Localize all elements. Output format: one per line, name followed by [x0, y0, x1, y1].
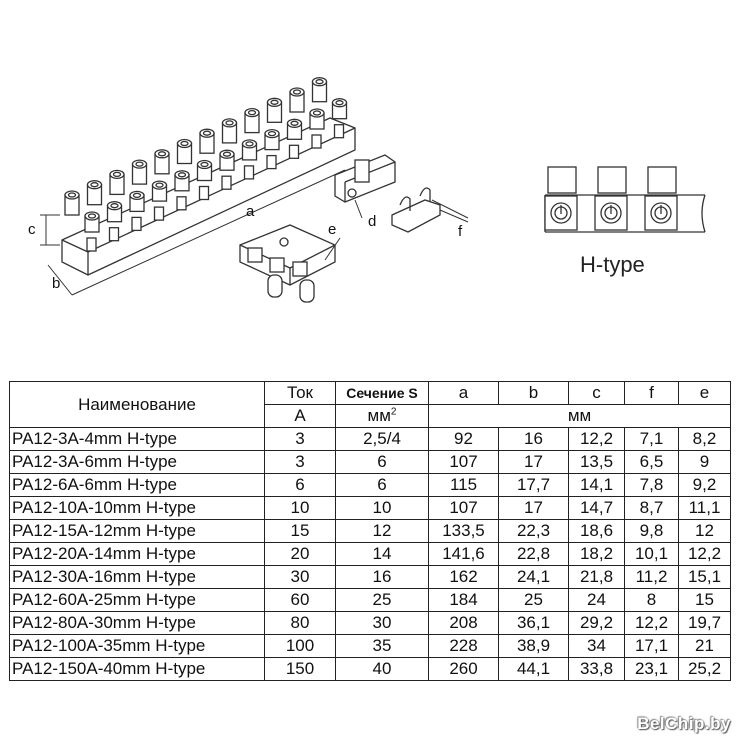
header-e: e: [679, 382, 731, 405]
strip-part: [249, 111, 256, 115]
cell-e: 21: [679, 635, 731, 658]
cell-a: 107: [429, 497, 499, 520]
cell-b: 17: [499, 497, 569, 520]
strip-part: [269, 132, 276, 136]
cell-e: 15,1: [679, 566, 731, 589]
strip-part: [200, 187, 209, 200]
cell-e: 8,2: [679, 428, 731, 451]
cell-c: 18,6: [569, 520, 625, 543]
cell-current: 20: [265, 543, 336, 566]
strip-part: [316, 80, 323, 84]
cell-name: PA12-30A-16mm H-type: [10, 566, 265, 589]
cell-a: 208: [429, 612, 499, 635]
strip-part: [177, 197, 186, 210]
strip-part: [314, 111, 321, 115]
cell-name: PA12-100A-35mm H-type: [10, 635, 265, 658]
cell-section: 6: [336, 451, 429, 474]
cell-b: 44,1: [499, 658, 569, 681]
cell-e: 9,2: [679, 474, 731, 497]
strip-part: [335, 125, 344, 138]
cell-current: 3: [265, 451, 336, 474]
dim-label-c: c: [28, 221, 36, 238]
cell-b: 25: [499, 589, 569, 612]
clamp-part-f: [392, 188, 440, 232]
cell-b: 22,8: [499, 543, 569, 566]
dim-label-e: e: [328, 221, 337, 238]
cell-b: 22,3: [499, 520, 569, 543]
strip-part: [222, 176, 231, 189]
cell-name: PA12-10A-10mm H-type: [10, 497, 265, 520]
strip-part: [69, 193, 76, 197]
cell-e: 12: [679, 520, 731, 543]
cell-e: 12,2: [679, 543, 731, 566]
cell-name: PA12-6A-6mm H-type: [10, 474, 265, 497]
cell-f: 8,7: [625, 497, 679, 520]
cell-b: 38,9: [499, 635, 569, 658]
cell-a: 107: [429, 451, 499, 474]
cell-current: 80: [265, 612, 336, 635]
dim-label-b: b: [52, 275, 61, 292]
table-row: [10, 589, 731, 612]
strip-part: [204, 131, 211, 135]
cell-a: 92: [429, 428, 499, 451]
cell-b: 17,7: [499, 474, 569, 497]
strip-part: [89, 214, 96, 218]
strip-part: [91, 183, 98, 187]
table-row: [10, 566, 731, 589]
table-row: [10, 520, 731, 543]
small-block-e: [240, 225, 335, 302]
strip-part: [290, 145, 299, 158]
cell-f: 7,8: [625, 474, 679, 497]
dim-label-f: f: [458, 223, 463, 240]
cell-f: 9,8: [625, 520, 679, 543]
cell-e: 11,1: [679, 497, 731, 520]
dim-label-a: a: [246, 203, 255, 220]
cell-a: 184: [429, 589, 499, 612]
cell-a: 162: [429, 566, 499, 589]
cell-f: 23,1: [625, 658, 679, 681]
table-row: [10, 543, 731, 566]
table-row: [10, 612, 731, 635]
cell-current: 60: [265, 589, 336, 612]
strip-part: [114, 172, 121, 176]
cell-name: PA12-80A-30mm H-type: [10, 612, 265, 635]
strip-part: [246, 142, 253, 146]
cell-f: 8: [625, 589, 679, 612]
cell-name: PA12-3A-4mm H-type: [10, 428, 265, 451]
cell-name: PA12-3A-6mm H-type: [10, 451, 265, 474]
cell-f: 6,5: [625, 451, 679, 474]
cell-section: 6: [336, 474, 429, 497]
cell-c: 12,2: [569, 428, 625, 451]
header-dims-unit: мм: [429, 405, 731, 428]
cell-c: 34: [569, 635, 625, 658]
strip-part: [136, 162, 143, 166]
cell-section: 12: [336, 520, 429, 543]
htype-front-view: [545, 167, 705, 232]
header-section: Сечение S: [336, 382, 429, 405]
table-row: [10, 497, 731, 520]
cell-c: 21,8: [569, 566, 625, 589]
table-row: [10, 474, 731, 497]
strip-part: [179, 173, 186, 177]
dim-label-d: d: [368, 213, 377, 230]
single-segment-d: [335, 155, 395, 202]
cell-e: 15: [679, 589, 731, 612]
cell-name: PA12-150A-40mm H-type: [10, 658, 265, 681]
table-row: [10, 635, 731, 658]
cell-current: 3: [265, 428, 336, 451]
cell-a: 133,5: [429, 520, 499, 543]
cell-b: 16: [499, 428, 569, 451]
cell-a: 228: [429, 635, 499, 658]
cell-a: 260: [429, 658, 499, 681]
strip-part: [134, 193, 141, 197]
cell-current: 30: [265, 566, 336, 589]
cell-name: PA12-15A-12mm H-type: [10, 520, 265, 543]
header-c: c: [569, 382, 625, 405]
strip-part: [271, 100, 278, 104]
table-row: [10, 451, 731, 474]
cell-c: 24: [569, 589, 625, 612]
header-section-unit: $мм^2$: [336, 405, 429, 428]
strip-part: [267, 156, 276, 169]
htype-label: H-type: [580, 252, 645, 277]
strip-part: [132, 217, 141, 230]
strip-part: [111, 204, 118, 208]
cell-c: 29,2: [569, 612, 625, 635]
strip-part: [181, 142, 188, 146]
cell-e: 9: [679, 451, 731, 474]
strip-part: [155, 207, 164, 220]
cell-f: 17,1: [625, 635, 679, 658]
header-a: a: [429, 382, 499, 405]
table-row: [10, 658, 731, 681]
strip-part: [245, 166, 254, 179]
strip-part: [201, 163, 208, 167]
cell-name: PA12-60A-25mm H-type: [10, 589, 265, 612]
strip-part: [156, 183, 163, 187]
header-current-unit: A: [265, 405, 336, 428]
cell-c: 13,5: [569, 451, 625, 474]
cell-current: 15: [265, 520, 336, 543]
spec-table: [9, 381, 731, 681]
cell-current: 10: [265, 497, 336, 520]
cell-c: 33,8: [569, 658, 625, 681]
cell-c: 14,7: [569, 497, 625, 520]
cell-section: 10: [336, 497, 429, 520]
strip-part: [110, 228, 119, 241]
cell-f: 7,1: [625, 428, 679, 451]
cell-b: 36,1: [499, 612, 569, 635]
header-f: f: [625, 382, 679, 405]
table-row: [10, 428, 731, 451]
cell-a: 141,6: [429, 543, 499, 566]
cell-section: 16: [336, 566, 429, 589]
cell-current: 150: [265, 658, 336, 681]
cell-section: 25: [336, 589, 429, 612]
strip-part: [294, 90, 301, 94]
cell-f: 12,2: [625, 612, 679, 635]
cell-current: 100: [265, 635, 336, 658]
cell-f: 10,1: [625, 543, 679, 566]
strip-part: [312, 135, 321, 148]
cell-f: 11,2: [625, 566, 679, 589]
cell-c: 18,2: [569, 543, 625, 566]
cell-b: 17: [499, 451, 569, 474]
cell-section: 14: [336, 543, 429, 566]
strip-part: [224, 152, 231, 156]
cell-section: 35: [336, 635, 429, 658]
cell-section: 40: [336, 658, 429, 681]
watermark-logo: BelChip.by: [637, 714, 731, 733]
cell-section: 30: [336, 612, 429, 635]
cell-c: 14,1: [569, 474, 625, 497]
cell-b: 24,1: [499, 566, 569, 589]
header-current: Ток: [265, 382, 336, 405]
strip-part: [159, 152, 166, 156]
strip-part: [226, 121, 233, 125]
cell-section: 2,5/4: [336, 428, 429, 451]
header-b: b: [499, 382, 569, 405]
cell-e: 25,2: [679, 658, 731, 681]
cell-name: PA12-20A-14mm H-type: [10, 543, 265, 566]
cell-e: 19,7: [679, 612, 731, 635]
strip-part: [291, 121, 298, 125]
cell-current: 6: [265, 474, 336, 497]
strip-part: [87, 238, 96, 251]
header-name: Наименование: [10, 382, 265, 428]
cell-a: 115: [429, 474, 499, 497]
table-header-row-1: [10, 382, 731, 405]
strip-part: [336, 101, 343, 105]
